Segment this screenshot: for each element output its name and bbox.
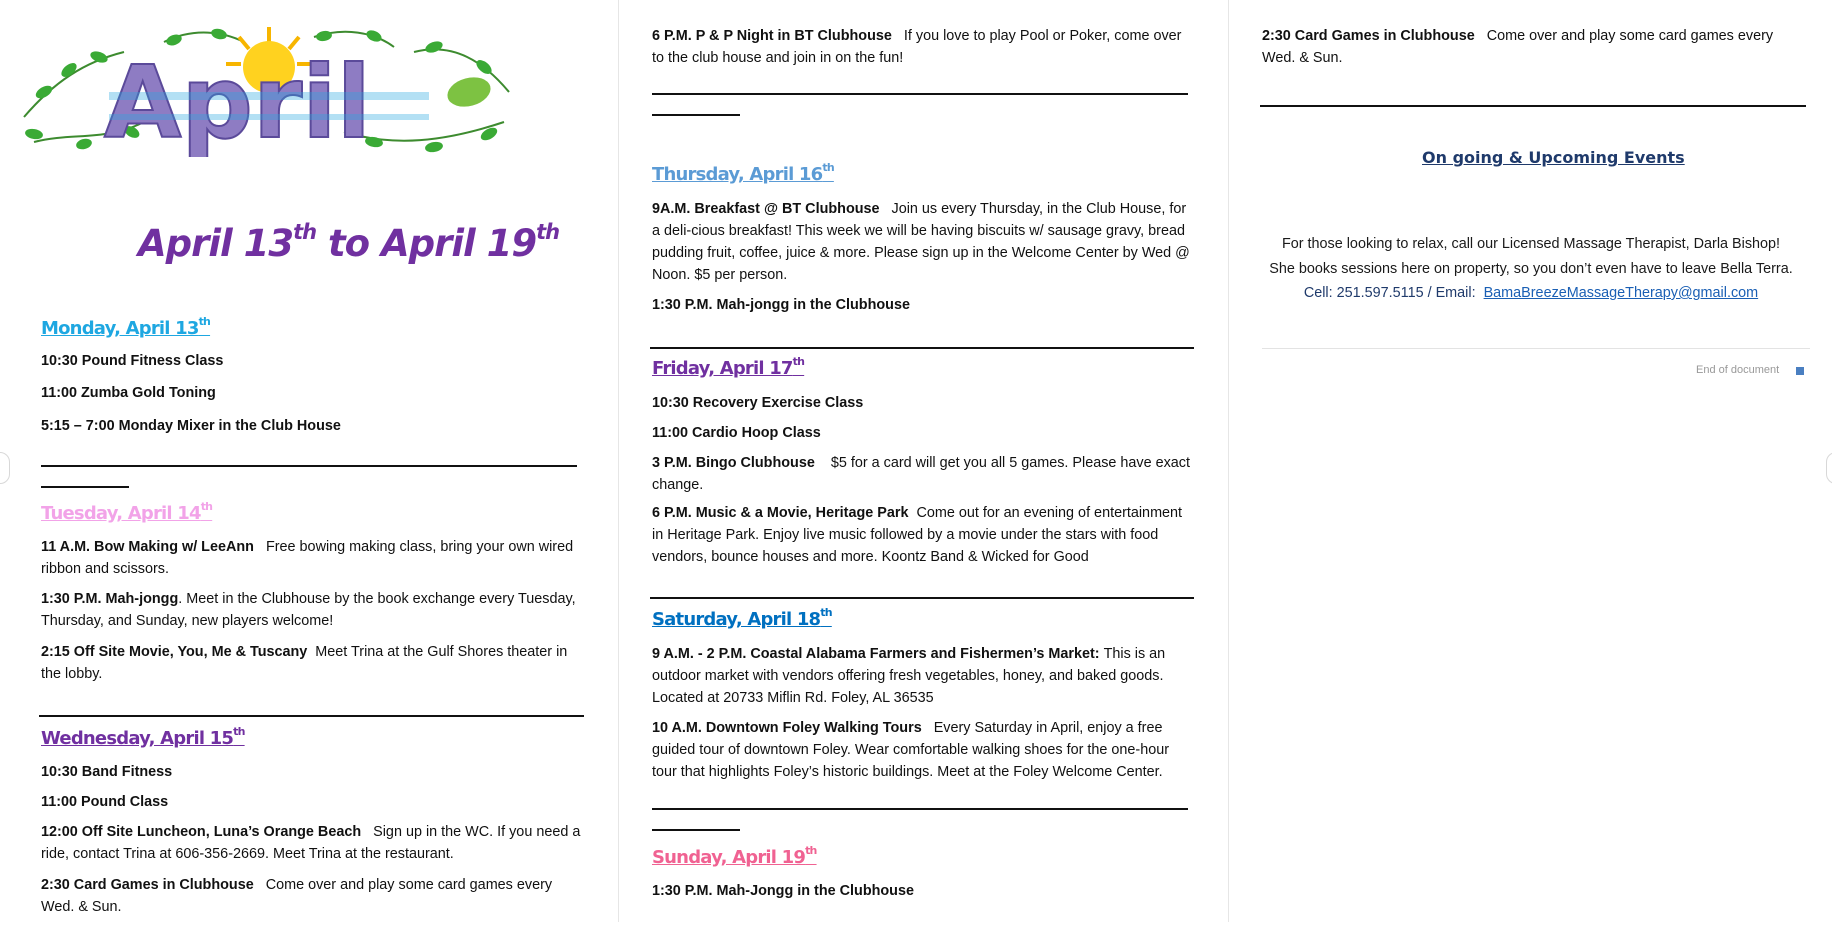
email-link[interactable]: BamaBreezeMassageTherapy@gmail.com [1483, 285, 1759, 301]
event-item: 10:30 Pound Fitness Class [41, 353, 224, 369]
event-item: 11:00 Pound Class [41, 794, 169, 810]
contact-phone: Cell: 251.597.5115 / Email: [1303, 285, 1476, 301]
event-item: 11:00 Cardio Hoop Class [652, 425, 821, 441]
event-item: 3 P.M. Bingo Clubhouse $5 for a card will get you all 5 games. Please have exact change. [652, 455, 1191, 493]
divider [41, 465, 577, 467]
date-range-title: April 13th to April 19th [138, 220, 560, 265]
divider [652, 93, 1188, 95]
end-marker-icon [1796, 367, 1804, 375]
event-item: 1:30 P.M. Mah-jongg in the Clubhouse [652, 297, 910, 313]
divider [1260, 105, 1806, 107]
day-heading-tuesday: Tuesday, April 14th [41, 500, 213, 524]
ongoing-events-title: On going & Upcoming Events [1422, 148, 1685, 167]
massage-line-2: She books sessions here on property, so you don’t even have to leave Bella Terra. [1269, 260, 1793, 277]
event-item: 12:00 Off Site Luncheon, Luna’s Orange Beach Sign up in the WC. If you need a ride, contact Trina at 606-356-2669. Meet Trina at the restaurant. [41, 824, 581, 862]
day-heading-monday: Monday, April 13th [41, 315, 211, 339]
event-item: 2:30 Card Games in Clubhouse Come over and play some card games every Wed. & Sun. [41, 877, 553, 915]
day-heading-saturday: Saturday, April 18th [652, 606, 832, 630]
divider [652, 114, 740, 116]
divider [652, 808, 1188, 810]
event-item: 2:30 Card Games in Clubhouse Come over and play some card games every Wed. & Sun. [1262, 28, 1774, 66]
divider [41, 486, 129, 488]
event-item: 6 P.M. P & P Night in BT Clubhouse If you love to play Pool or Poker, come over to the club house and join in on the fun! [652, 28, 1182, 66]
event-item: 1:30 P.M. Mah-jongg. Meet in the Clubhouse by the book exchange every Tuesday, Thursday, and Sunday, new players welcome! [41, 591, 576, 629]
prev-page-handle[interactable] [0, 452, 10, 484]
event-item: 5:15 – 7:00 Monday Mixer in the Club House [41, 418, 341, 434]
end-of-document-label: End of document [1696, 364, 1780, 376]
divider [39, 715, 584, 717]
event-item: 9 A.M. - 2 P.M. Coastal Alabama Farmers and Fishermen’s Market: This is an outdoor market with vendors offering fresh vegetables, honey, and baked goods. Located at 20733 Miflin Rd. Foley, AL 36535 [652, 646, 1166, 706]
massage-line-1: For those looking to relax, call our Licensed Massage Therapist, Darla Bishop! [1281, 236, 1781, 252]
column-middle [618, 0, 1225, 922]
april-logo-text: April [104, 44, 371, 157]
column-right [1228, 0, 1832, 922]
next-page-handle[interactable] [1826, 452, 1832, 484]
day-heading-thursday: Thursday, April 16th [652, 161, 834, 185]
event-item: 1:30 P.M. Mah-Jongg in the Clubhouse [652, 883, 914, 899]
day-heading-sunday: Sunday, April 19th [652, 844, 817, 868]
end-separator [1262, 348, 1810, 349]
event-item: 10:30 Band Fitness [41, 764, 173, 780]
event-item: 6 P.M. Music & a Movie, Heritage Park Come out for an evening of entertainment in Heritage Park. Enjoy live music followed by a movie under the stars with food vendors, bounce houses and more. Koontz Band & Wicked for Good [652, 505, 1183, 565]
event-item: 10 A.M. Downtown Foley Walking Tours Every Saturday in April, enjoy a free guided tour of downtown Foley. Wear comfortable walking shoes for the one-hour tour that highlights Foley’s historic buildings. Meet at the Foley Welcome Center. [652, 720, 1170, 780]
day-heading-wednesday: Wednesday, April 15th [41, 725, 245, 749]
event-item: 9A.M. Breakfast @ BT Clubhouse Join us every Thursday, in the Club House, for a deli-cious breakfast! This week we will be having biscuits w/ sausage gravy, bread pudding fruit, coffee, juice & more. Please sign up in the Welcome Center by Wed @ Noon. $5 per person. [652, 201, 1190, 283]
event-item: 2:15 Off Site Movie, You, Me & Tuscany Meet Trina at the Gulf Shores theater in the lobby. [41, 644, 568, 682]
divider [652, 829, 740, 831]
event-item: 11:00 Zumba Gold Toning [41, 385, 216, 401]
event-item: 10:30 Recovery Exercise Class [652, 395, 864, 411]
april-logo [14, 22, 514, 157]
massage-contact [1229, 281, 1832, 306]
event-item: 11 A.M. Bow Making w/ LeeAnn Free bowing making class, bring your own wired ribbon and scissors. [41, 539, 574, 577]
massage-info [1229, 232, 1832, 306]
day-heading-friday: Friday, April 17th [652, 355, 805, 379]
divider [650, 347, 1194, 349]
divider [650, 597, 1194, 599]
